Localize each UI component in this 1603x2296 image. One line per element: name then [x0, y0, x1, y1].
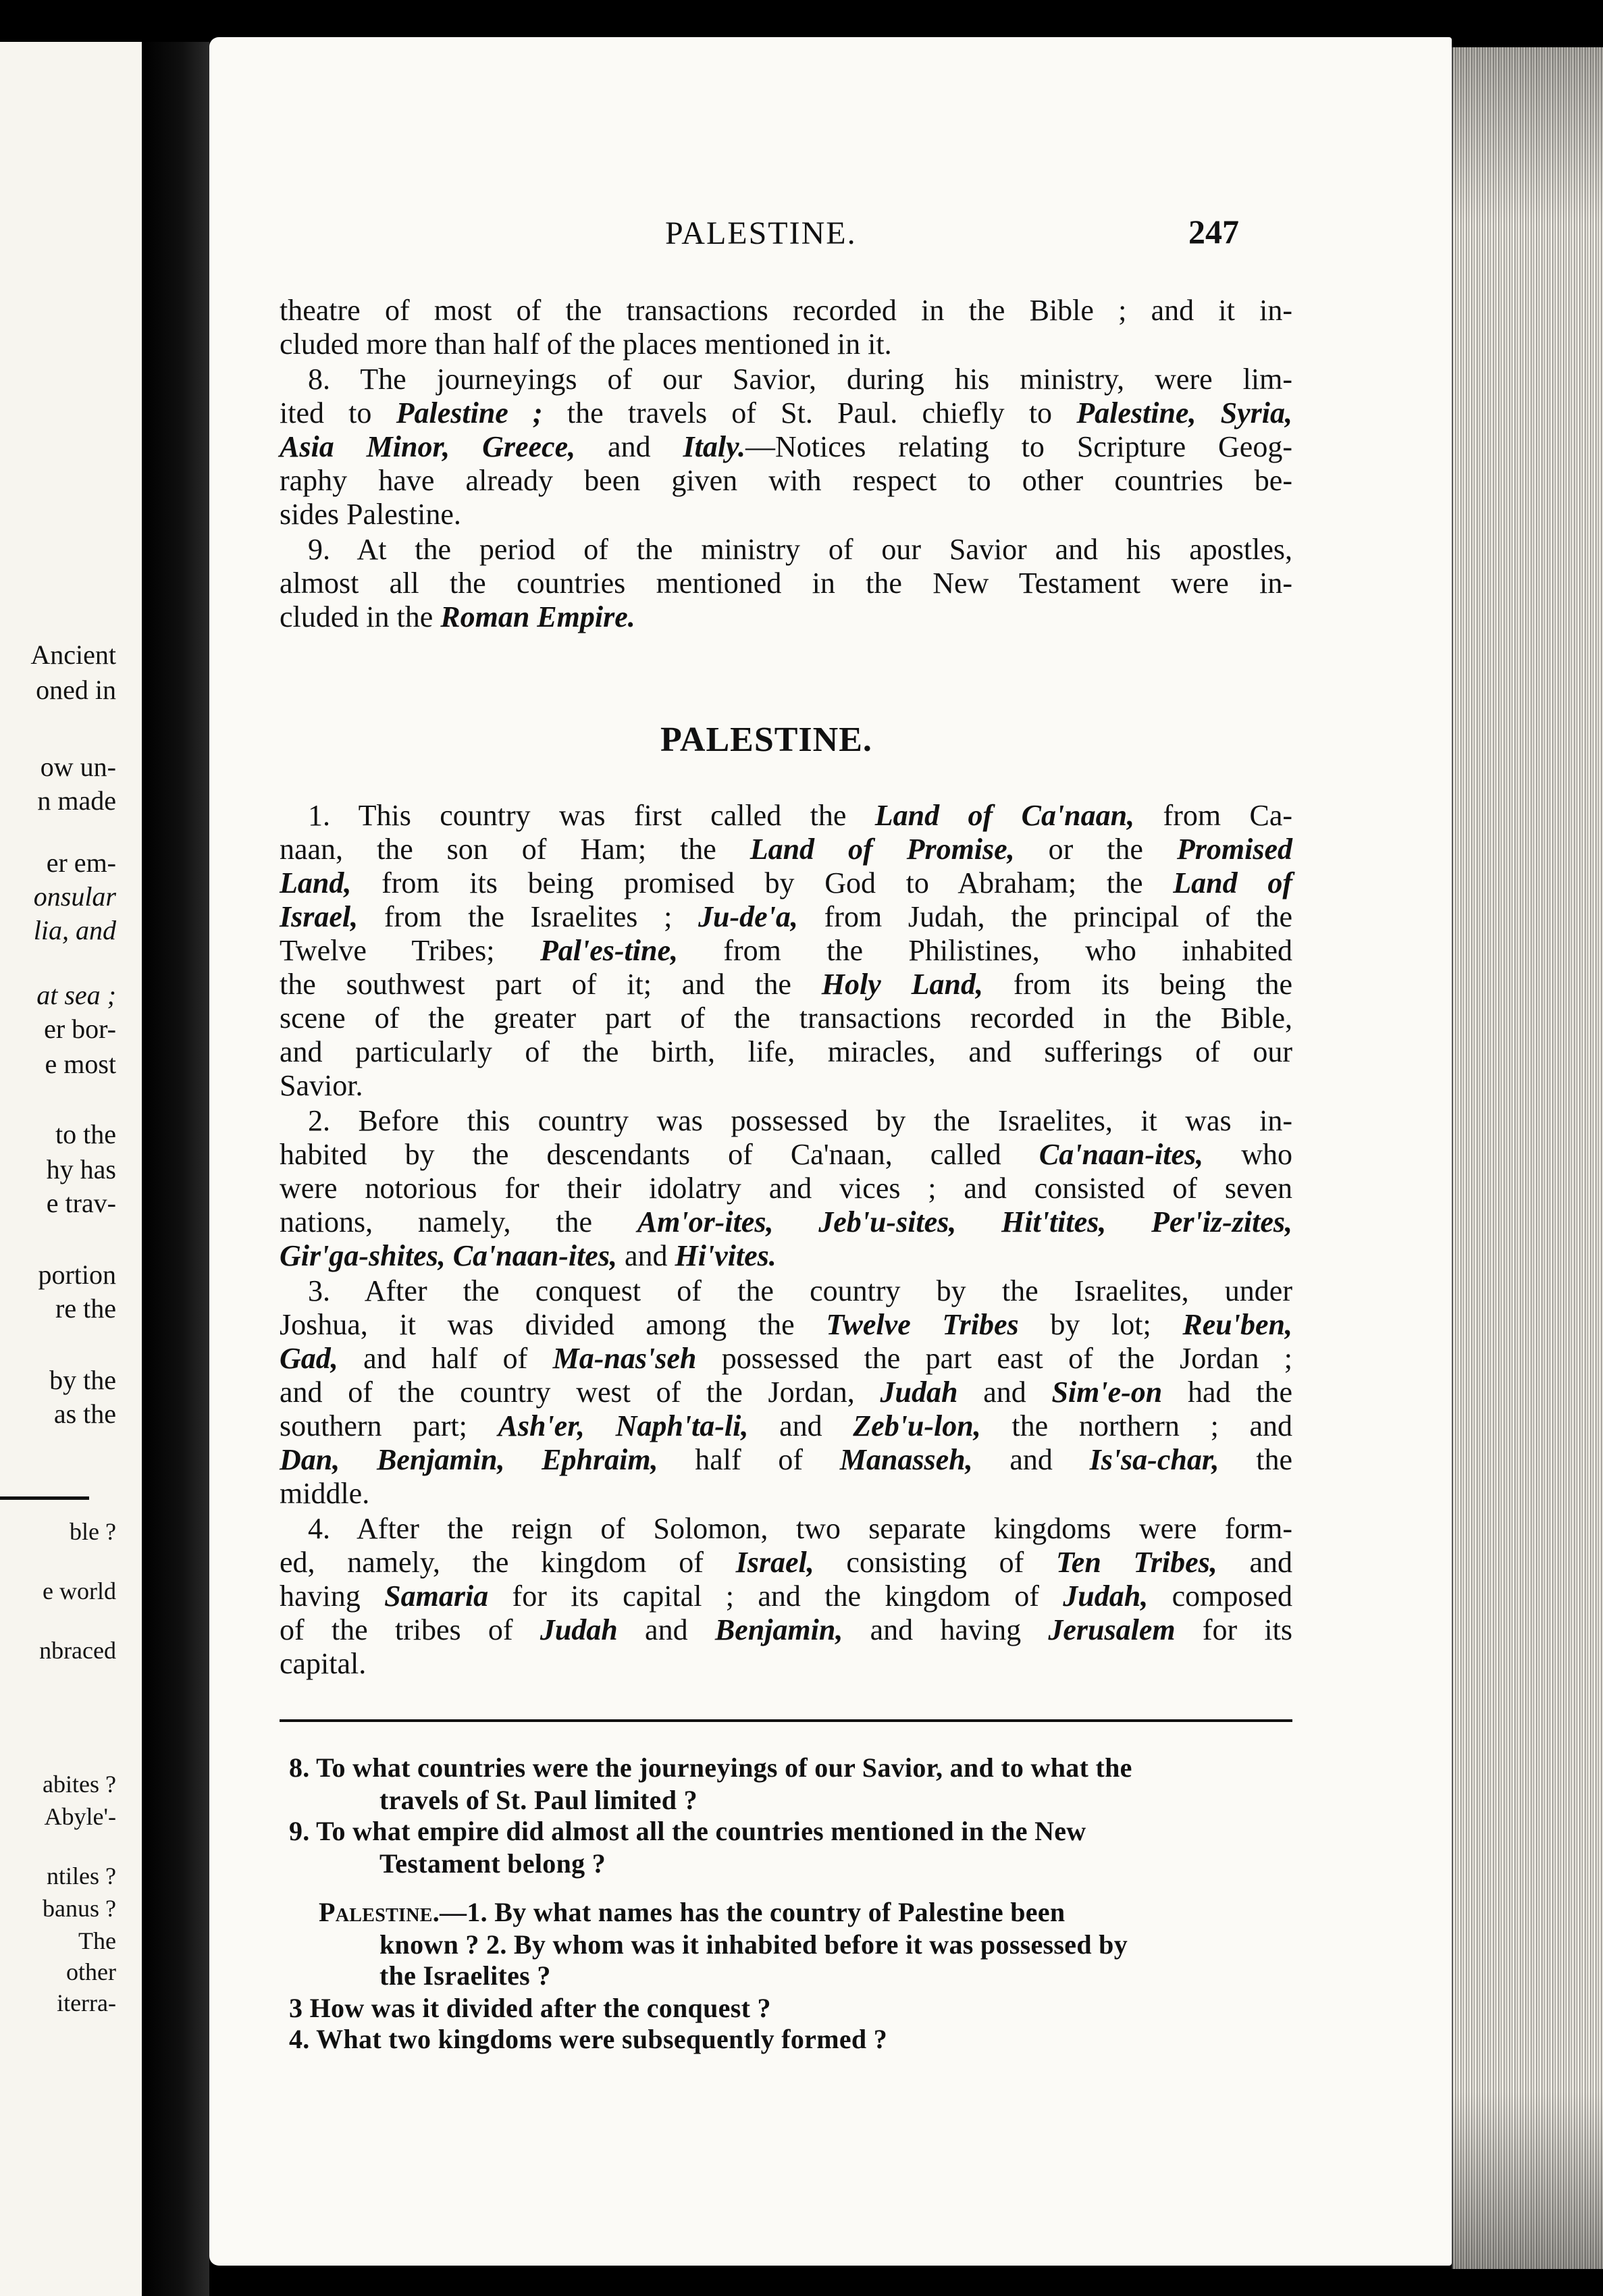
- text-line: sides Palestine.: [280, 498, 461, 531]
- text-line: ed, namely, the kingdom of Israel, consisting of Ten Tribes, and: [280, 1546, 1292, 1579]
- text-line: and particularly of the birth, life, miracles, and sufferings of our: [280, 1035, 1292, 1068]
- text-line: 1. This country was first called the Land of Ca'naan, from Ca-: [308, 799, 1293, 832]
- left-fragment: hy has: [46, 1154, 116, 1184]
- text-line: scene of the greater part of the transactions recorded in the Bible,: [280, 1001, 1292, 1035]
- left-fragment: as the: [53, 1399, 116, 1429]
- question-line: 4. What two kingdoms were subsequently formed ?: [289, 2024, 888, 2054]
- text-line: 3. After the conquest of the country by the Israelites, under: [308, 1274, 1292, 1307]
- text-line: having Samaria for its capital ; and the kingdom of Judah, composed: [280, 1580, 1292, 1613]
- text-line: cluded in the Roman Empire.: [280, 600, 635, 633]
- question-line: travels of St. Paul limited ?: [379, 1785, 698, 1815]
- left-fragment: ble ?: [70, 1518, 116, 1545]
- left-fragment: nbraced: [39, 1637, 116, 1664]
- text-line: southern part; Ash'er, Naph'ta-li, and Zeb'u-lon, the northern ; and: [280, 1409, 1293, 1442]
- text-line: Asia Minor, Greece, and Italy.—Notices relating to Scripture Geog-: [280, 430, 1292, 463]
- text-line: ited to Palestine ; the travels of St. Paul. chiefly to Palestine, Syria,: [280, 396, 1292, 429]
- text-line: Land, from its being promised by God to Abraham; the Land of: [280, 866, 1293, 899]
- section-heading: PALESTINE.: [660, 721, 872, 759]
- text-line: and of the country west of the Jordan, Judah and Sim'e-on had the: [280, 1376, 1292, 1409]
- text-line: almost all the countries mentioned in the New Testament were in-: [280, 567, 1292, 600]
- page-number: 247: [1188, 213, 1239, 251]
- left-facing-page: [0, 42, 143, 2296]
- text-line: cluded more than half of the places mentioned in it.: [280, 328, 892, 361]
- running-head: PALESTINE.: [665, 215, 857, 251]
- left-fragment: by the: [49, 1365, 116, 1395]
- question-line: Testament belong ?: [379, 1848, 606, 1879]
- left-divider: [0, 1496, 89, 1500]
- text-line: capital.: [280, 1647, 367, 1680]
- text-line: 2. Before this country was possessed by the Israelites, it was in-: [308, 1104, 1292, 1137]
- left-fragment: to the: [55, 1119, 116, 1149]
- text-line: nations, namely, the Am'or-ites, Jeb'u-sites, Hit'tites, Per'iz-zites,: [280, 1205, 1292, 1238]
- left-fragment: lia, and: [33, 915, 116, 945]
- left-fragment: abites ?: [43, 1771, 116, 1798]
- text-line: of the tribes of Judah and Benjamin, and having Jerusalem for its: [280, 1613, 1292, 1646]
- left-fragment: ow un-: [40, 752, 116, 782]
- text-line: the southwest part of it; and the Holy Land, from its being the: [280, 968, 1293, 1001]
- question-line: 8. To what countries were the journeyings of our Savior, and to what the: [289, 1752, 1132, 1783]
- text-line: Israel, from the Israelites ; Ju-de'a, from Judah, the principal of the: [280, 900, 1292, 933]
- question-line: Palestine.—1. By what names has the country of Palestine been: [319, 1897, 1066, 1927]
- left-fragment: Ancient: [30, 640, 116, 670]
- text-line: 8. The journeyings of our Savior, during his ministry, were lim-: [308, 363, 1292, 396]
- left-fragment: e trav-: [46, 1188, 116, 1218]
- left-fragment: n made: [37, 785, 116, 816]
- left-fragment: er bor-: [44, 1014, 116, 1044]
- text-line: theatre of most of the transactions recorded in the Bible ; and it in-: [280, 294, 1292, 327]
- text-line: Twelve Tribes; Pal'es-tine, from the Philistines, who inhabited: [280, 934, 1292, 967]
- left-fragment: Abyle'-: [44, 1803, 116, 1830]
- text-line: Dan, Benjamin, Ephraim, half of Manasseh, and Is'sa-char, the: [280, 1443, 1292, 1476]
- question-line: 3 How was it divided after the conquest ?: [289, 1993, 771, 2023]
- text-line: Joshua, it was divided among the Twelve Tribes by lot; Reu'ben,: [280, 1308, 1292, 1341]
- left-fragment: e world: [43, 1577, 116, 1604]
- left-fragment: er em-: [46, 847, 116, 878]
- book-gutter: [142, 42, 209, 2296]
- text-line: 9. At the period of the ministry of our Savior and his apostles,: [308, 533, 1292, 566]
- text-line: habited by the descendants of Ca'naan, called Ca'naan-ites, who: [280, 1138, 1292, 1171]
- text-line: raphy have already been given with respect to other countries be-: [280, 464, 1292, 497]
- section-divider: [280, 1719, 1292, 1722]
- text-line: were notorious for their idolatry and vices ; and consisted of seven: [280, 1172, 1292, 1205]
- left-fragment: ntiles ?: [47, 1862, 116, 1889]
- text-line: Savior.: [280, 1069, 363, 1102]
- question-line: the Israelites ?: [379, 1960, 551, 1991]
- question-line: known ? 2. By whom was it inhabited before it was possessed by: [379, 1929, 1128, 1960]
- text-line: 4. After the reign of Solomon, two separate kingdoms were form-: [308, 1512, 1292, 1545]
- left-fragment: The: [78, 1927, 116, 1954]
- left-fragment: iterra-: [57, 1989, 116, 2016]
- left-fragment: at sea ;: [36, 980, 116, 1010]
- left-fragment: oned in: [36, 675, 116, 705]
- left-fragment: portion: [38, 1259, 116, 1290]
- question-line: 9. To what empire did almost all the countries mentioned in the New: [289, 1816, 1086, 1846]
- left-fragment: other: [66, 1958, 116, 1985]
- left-fragment: onsular: [33, 881, 116, 912]
- text-line: Gad, and half of Ma-nas'seh possessed the part east of the Jordan ;: [280, 1342, 1292, 1375]
- text-line: Gir'ga-shites, Ca'naan-ites, and Hi'vites.: [280, 1239, 777, 1272]
- left-fragment: re the: [55, 1293, 116, 1324]
- text-line: naan, the son of Ham; the Land of Promise, or the Promised: [280, 833, 1292, 866]
- text-line: middle.: [280, 1477, 370, 1510]
- left-fragment: banus ?: [43, 1895, 116, 1922]
- page-edges-shade: [1452, 47, 1603, 2269]
- left-fragment: e most: [45, 1049, 116, 1079]
